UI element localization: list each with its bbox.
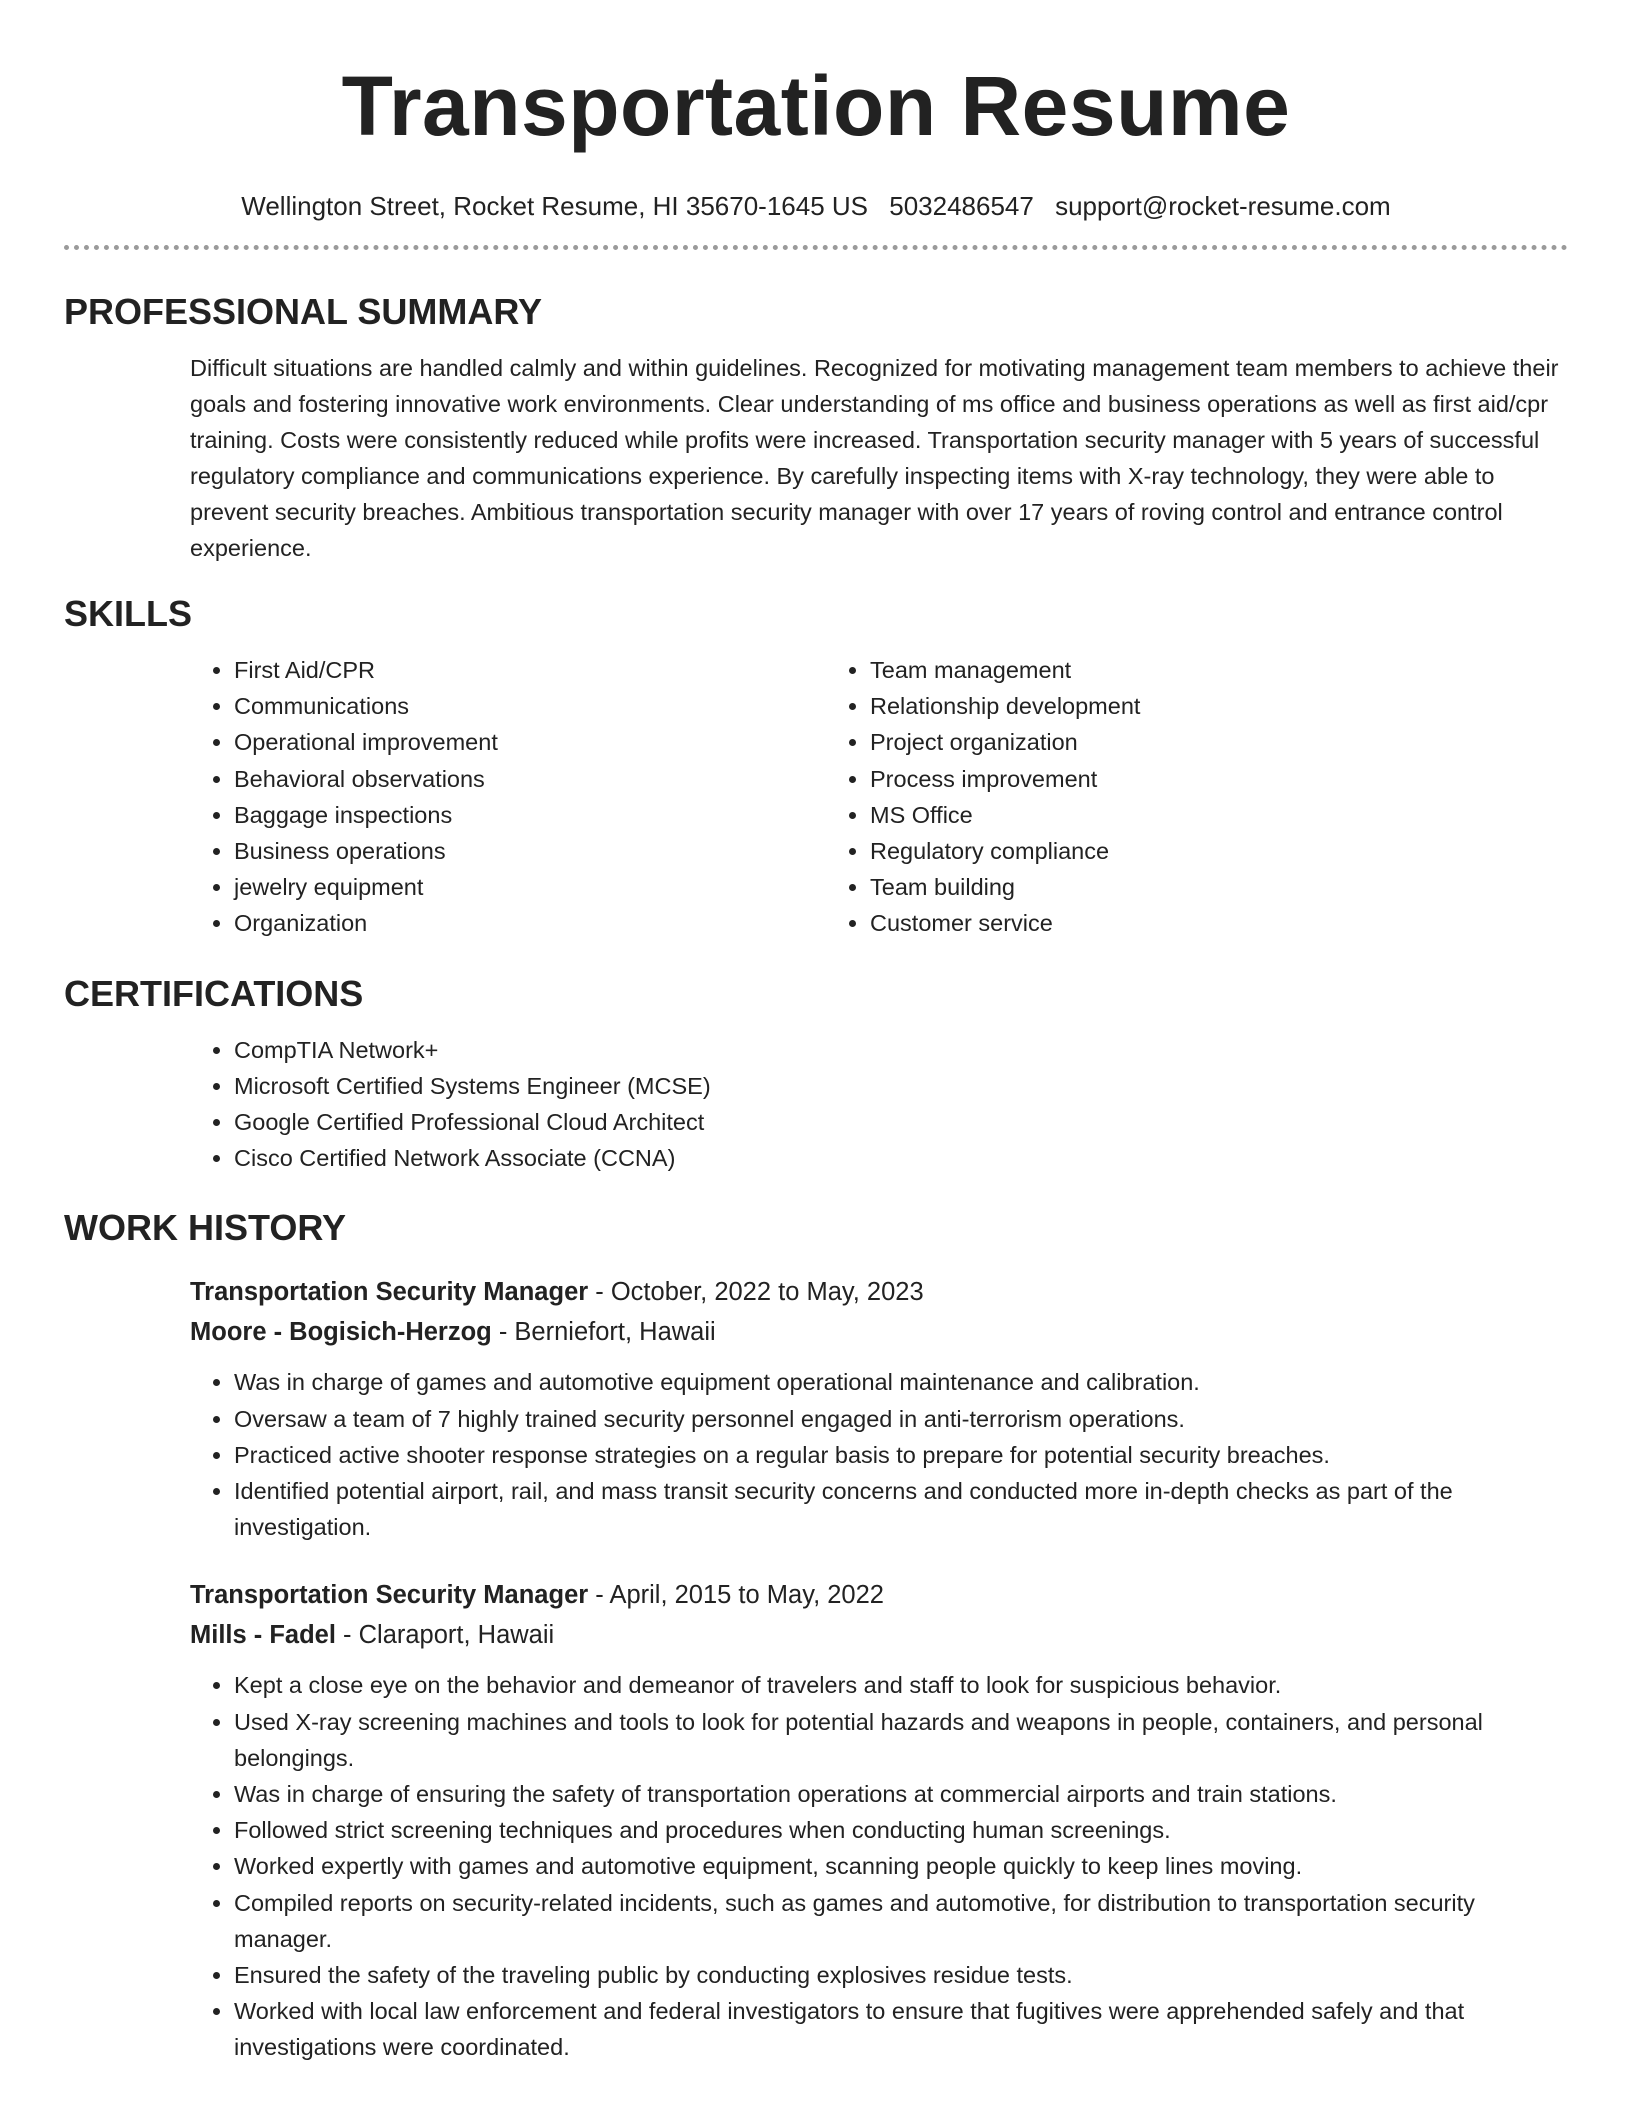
job-company: Moore - Bogisich-Herzog bbox=[190, 1318, 492, 1347]
certification-item: • Microsoft Certified Systems Engineer (MCSE) bbox=[234, 1068, 1568, 1104]
contact-address: Wellington Street, Rocket Resume, HI 35670-1645 US bbox=[241, 191, 869, 221]
skills-list-right bbox=[826, 652, 1568, 942]
summary-heading: PROFESSIONAL SUMMARY bbox=[64, 291, 543, 332]
contact-email: support@rocket-resume.com bbox=[1055, 191, 1391, 221]
job-duty: • Used X-ray screening machines and tools to look for potential hazards and weapons in people, containers, and personal belongings. bbox=[234, 1704, 1568, 1776]
job-duties-list bbox=[190, 1364, 1568, 1545]
summary-text: Difficult situations are handled calmly and within guidelines. Recognized for motivating management team members to achieve their goals and fostering innovative work environments. Clear understanding of ms office and business operations as well as first aid/cpr training. Costs were consistently reduced while profits were increased. Transportation security manager with 5 years of successful regulatory compliance and communications experience. By carefully inspecting items with X-ray technology, they were able to prevent security breaches. Ambitious transportation security manager with over 17 years of roving control and entrance control experience. bbox=[190, 355, 1559, 561]
skill-item: • Team building bbox=[870, 869, 1568, 905]
certification-item: • Cisco Certified Network Associate (CCNA) bbox=[234, 1140, 1568, 1176]
job-company-line bbox=[190, 1615, 1568, 1655]
skill-item: • jewelry equipment bbox=[234, 869, 826, 905]
skill-item: • Project organization bbox=[870, 724, 1568, 760]
contact-line bbox=[64, 190, 1568, 222]
work-history-heading: WORK HISTORY bbox=[64, 1207, 347, 1249]
header-divider bbox=[64, 245, 1568, 250]
job-company-line bbox=[190, 1312, 1568, 1352]
job-duty: • Was in charge of games and automotive equipment operational maintenance and calibration. bbox=[234, 1364, 1568, 1400]
job-dates: - April, 2015 to May, 2022 bbox=[588, 1581, 884, 1610]
job-duty: • Was in charge of ensuring the safety of transportation operations at commercial airports and train stations. bbox=[234, 1776, 1568, 1812]
job-title-line bbox=[190, 1272, 1568, 1312]
job-duty: • Followed strict screening techniques and procedures when conducting human screenings. bbox=[234, 1812, 1568, 1848]
skill-item: • Communications bbox=[234, 688, 826, 724]
job-entry bbox=[190, 1272, 1568, 1545]
skill-item: • Operational improvement bbox=[234, 724, 826, 760]
certifications-list bbox=[190, 1032, 1568, 1177]
job-role: Transportation Security Manager bbox=[190, 1278, 589, 1307]
skill-item: • Organization bbox=[234, 905, 826, 941]
job-duties-list bbox=[190, 1667, 1568, 2065]
skill-item: • Business operations bbox=[234, 833, 826, 869]
skill-item: • Relationship development bbox=[870, 688, 1568, 724]
job-duty: • Kept a close eye on the behavior and demeanor of travelers and staff to look for suspicious behavior. bbox=[234, 1667, 1568, 1703]
job-company: Mills - Fadel bbox=[190, 1621, 336, 1650]
job-duty: • Worked with local law enforcement and federal investigators to ensure that fugitives were apprehended safely and that investigations were coordinated. bbox=[234, 1993, 1568, 2065]
certification-item: • CompTIA Network+ bbox=[234, 1032, 1568, 1068]
resume-title: Transportation Resume bbox=[341, 59, 1291, 153]
job-duty: • Worked expertly with games and automotive equipment, scanning people quickly to keep lines moving. bbox=[234, 1848, 1568, 1884]
certifications-heading: CERTIFICATIONS bbox=[64, 972, 364, 1014]
skill-item: • Team management bbox=[870, 652, 1568, 688]
skill-item: • MS Office bbox=[870, 797, 1568, 833]
job-dates: - October, 2022 to May, 2023 bbox=[588, 1278, 924, 1307]
certification-item: • Google Certified Professional Cloud Architect bbox=[234, 1104, 1568, 1140]
skills-grid bbox=[190, 652, 1568, 942]
job-duty: • Ensured the safety of the traveling public by conducting explosives residue tests. bbox=[234, 1957, 1568, 1993]
job-location: - Berniefort, Hawaii bbox=[491, 1318, 716, 1347]
job-duty: • Practiced active shooter response strategies on a regular basis to prepare for potential security breaches. bbox=[234, 1437, 1568, 1473]
skills-heading: SKILLS bbox=[64, 593, 193, 634]
job-duty: • Compiled reports on security-related incidents, such as games and automotive, for distribution to transportation security manager. bbox=[234, 1885, 1568, 1957]
skill-item: • Process improvement bbox=[870, 761, 1568, 797]
skills-list-left bbox=[190, 652, 826, 942]
job-location: - Claraport, Hawaii bbox=[335, 1621, 555, 1650]
job-duty: • Identified potential airport, rail, and mass transit security concerns and conducted more in-depth checks as part of the investigation. bbox=[234, 1473, 1568, 1545]
contact-phone: 5032486547 bbox=[889, 191, 1034, 221]
job-role: Transportation Security Manager bbox=[190, 1581, 589, 1610]
job-duty: • Oversaw a team of 7 highly trained security personnel engaged in anti-terrorism operations. bbox=[234, 1401, 1568, 1437]
skill-item: • First Aid/CPR bbox=[234, 652, 826, 688]
skill-item: • Baggage inspections bbox=[234, 797, 826, 833]
skill-item: • Behavioral observations bbox=[234, 761, 826, 797]
skill-item: • Regulatory compliance bbox=[870, 833, 1568, 869]
job-entry bbox=[190, 1575, 1568, 2065]
job-title-line bbox=[190, 1575, 1568, 1615]
skill-item: • Customer service bbox=[870, 905, 1568, 941]
